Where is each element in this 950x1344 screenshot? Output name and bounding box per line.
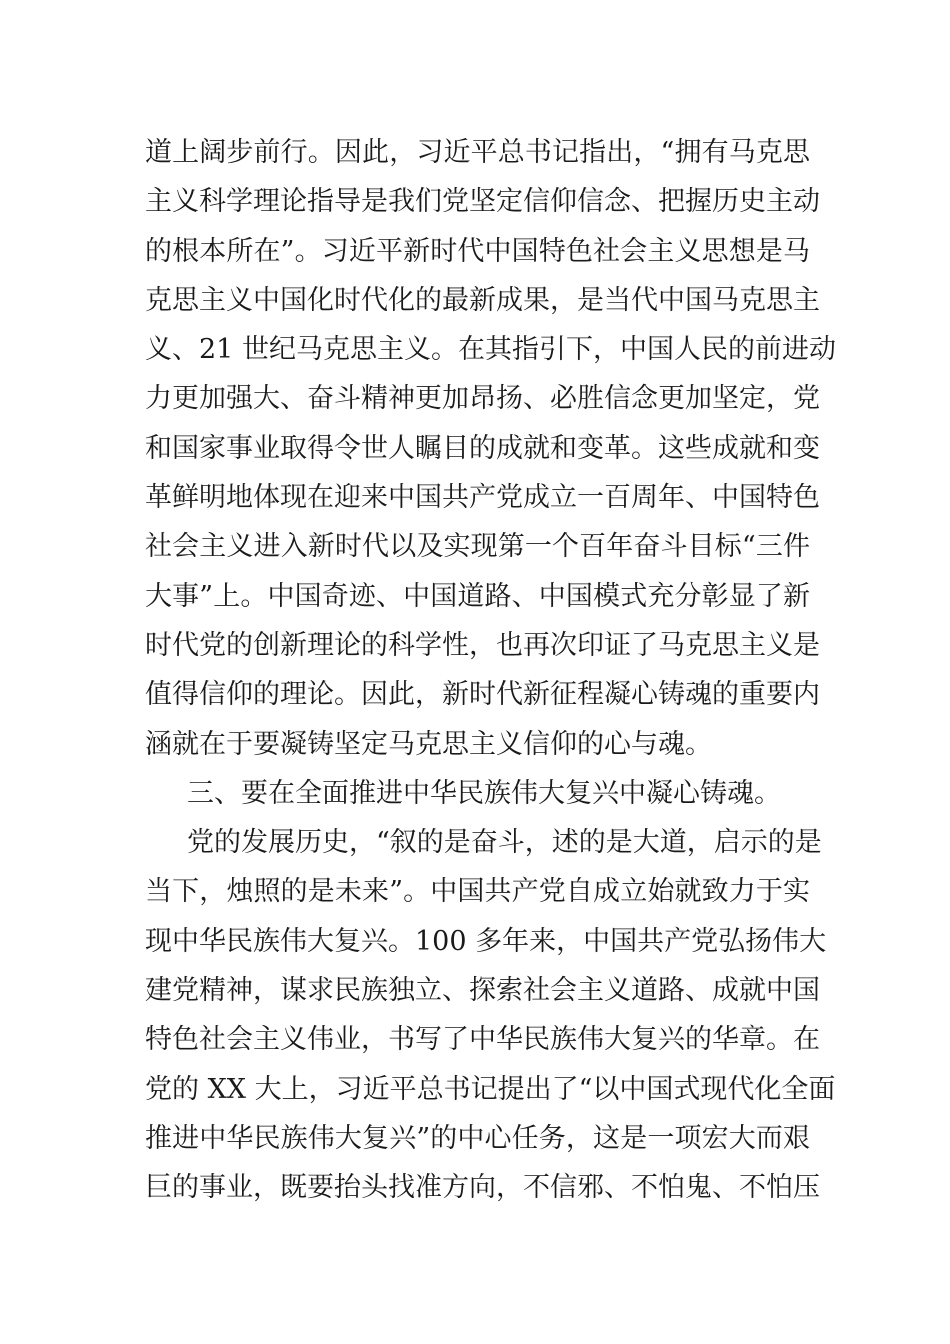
- text-line: 当下，烛照的是未来”。中国共产党自成立始就致力于实: [145, 876, 810, 908]
- text-line: 力更加强大、奋斗精神更加昂扬、必胜信念更加坚定，党: [145, 383, 820, 415]
- text-line: 推进中华民族伟大复兴”的中心任务，这是一项宏大而艰: [145, 1122, 810, 1154]
- text-line: 特色社会主义伟业，书写了中华民族伟大复兴的华章。在: [145, 1024, 820, 1056]
- text-line: 社会主义进入新时代以及实现第一个百年奋斗目标“三件: [145, 531, 810, 563]
- text-line: 和国家事业取得令世人瞩目的成就和变革。这些成就和变: [145, 432, 820, 464]
- text-line: 克思主义中国化时代化的最新成果，是当代中国马克思主: [145, 284, 820, 316]
- text-line: 党的 XX 大上，习近平总书记提出了“以中国式现代化全面: [145, 1073, 836, 1105]
- text-line: 义、21 世纪马克思主义。在其指引下，中国人民的前进动: [145, 334, 836, 366]
- text-line: 的根本所在”。习近平新时代中国特色社会主义思想是马: [145, 235, 810, 267]
- text-line: 建党精神，谋求民族独立、探索社会主义道路、成就中国: [145, 975, 820, 1007]
- text-line: 道上阔步前行。因此，习近平总书记指出，“拥有马克思: [145, 137, 810, 168]
- paragraph-end-line: 涵就在于要凝铸坚定马克思主义信仰的心与魂。: [145, 728, 712, 760]
- body-text: [145, 128, 836, 1213]
- text-line: 时代党的创新理论的科学性，也再次印证了马克思主义是: [145, 629, 820, 661]
- section-heading: 三、要在全面推进中华民族伟大复兴中凝心铸魂。: [187, 777, 781, 809]
- text-line: 大事”上。中国奇迹、中国道路、中国模式充分彰显了新: [145, 580, 810, 612]
- text-line: 革鲜明地体现在迎来中国共产党成立一百周年、中国特色: [145, 482, 820, 514]
- text-line: 现中华民族伟大复兴。100 多年来，中国共产党弘扬伟大: [145, 925, 827, 957]
- paragraph-first-line: 党的发展历史，“叙的是奋斗，述的是大道，启示的是: [187, 827, 822, 859]
- text-line: 主义科学理论指导是我们党坚定信仰信念、把握历史主动: [145, 186, 820, 218]
- text-line: 值得信仰的理论。因此，新时代新征程凝心铸魂的重要内: [145, 679, 820, 711]
- text-line: 巨的事业，既要抬头找准方向，不信邪、不怕鬼、不怕压: [145, 1172, 820, 1204]
